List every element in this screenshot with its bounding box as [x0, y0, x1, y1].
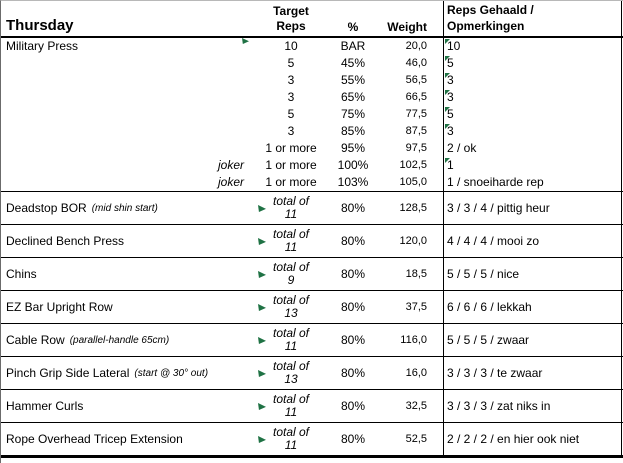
exercise-name-cell[interactable]	[1, 324, 249, 356]
percent-cell[interactable]: 80%	[340, 432, 366, 446]
weight-cell[interactable]: 97,5	[405, 142, 427, 154]
reps-achieved-cell[interactable]: 3	[447, 124, 454, 138]
reps-achieved-cell[interactable]: 5	[447, 56, 454, 70]
exercise-row	[1, 323, 623, 356]
weight-cell[interactable]: 87,5	[405, 125, 427, 137]
set-row	[1, 106, 623, 123]
percent-cell[interactable]: 80%	[340, 267, 366, 281]
cell-flag-icon	[445, 73, 450, 78]
percent-cell[interactable]: 95%	[340, 141, 366, 155]
weight-cell[interactable]: 116,0	[400, 334, 427, 346]
exercise-name: Declined Bench Press	[6, 234, 125, 248]
reps-achieved-cell[interactable]: 3 / 3 / 3 / zat niks in	[447, 399, 551, 413]
percent-cell[interactable]: 85%	[340, 124, 366, 138]
target-reps-cell[interactable]: total of 11	[249, 390, 333, 422]
percent-cell[interactable]: 65%	[340, 90, 366, 104]
exercise-name-cell[interactable]	[1, 258, 249, 290]
reps-achieved-cell[interactable]: 1	[447, 158, 454, 172]
exercise-name-cell[interactable]	[1, 423, 249, 455]
target-reps-cell[interactable]: total of 13	[249, 357, 333, 389]
reps-achieved-cell[interactable]: 5	[447, 107, 454, 121]
reps-achieved-cell[interactable]: 5 / 5 / 5 / zwaar	[447, 333, 530, 347]
percent-cell[interactable]: 103%	[337, 175, 369, 189]
exercise-name-cell[interactable]	[1, 390, 249, 422]
exercise-name: Deadstop BOR	[6, 201, 87, 215]
percent-cell[interactable]: 80%	[340, 201, 366, 215]
cell-flag-icon	[445, 56, 450, 61]
percent-cell[interactable]: 80%	[340, 300, 366, 314]
joker-label: joker	[217, 175, 244, 189]
target-reps-cell[interactable]: 1 or more	[265, 141, 317, 155]
weight-cell[interactable]: 32,5	[405, 400, 427, 412]
exercise-row	[1, 422, 623, 455]
reps-achieved-cell[interactable]: 6 / 6 / 6 / lekkah	[447, 300, 532, 314]
percent-cell[interactable]: BAR	[340, 39, 366, 53]
percent-cell[interactable]: 100%	[337, 158, 369, 172]
set-row	[1, 157, 623, 174]
set-row	[1, 55, 623, 72]
target-reps-cell[interactable]: total of 11	[249, 225, 333, 257]
target-reps-cell[interactable]: 1 or more	[265, 175, 317, 189]
cell-flag-icon	[445, 158, 450, 163]
set-row	[1, 89, 623, 106]
reps-achieved-cell[interactable]: 2 / ok	[447, 141, 477, 155]
exercise-row	[1, 290, 623, 323]
exercise-name: Military Press	[6, 39, 79, 53]
percent-cell[interactable]: 80%	[340, 366, 366, 380]
reps-achieved-cell[interactable]: 1 / snoeiharde rep	[447, 175, 544, 189]
col-header-reps-gehaald: Reps Gehaald / Opmerkingen	[447, 3, 534, 33]
exercise-note: (parallel-handle 65cm)	[69, 334, 170, 346]
target-reps-cell[interactable]: 3	[287, 90, 295, 104]
exercise-name-cell[interactable]	[1, 291, 249, 323]
header-row	[1, 1, 623, 38]
exercise-name-cell[interactable]	[1, 38, 249, 55]
comments-column-divider	[443, 1, 444, 458]
exercise-name: Chins	[6, 267, 37, 281]
exercise-row	[1, 224, 623, 257]
table-bottom-border	[1, 455, 623, 458]
target-reps-cell[interactable]: total of 11	[249, 324, 333, 356]
exercise-row	[1, 257, 623, 290]
exercise-name: EZ Bar Upright Row	[6, 300, 113, 314]
reps-achieved-cell[interactable]: 3 / 3 / 3 / te zwaar	[447, 366, 543, 380]
exercise-row	[1, 191, 623, 224]
exercise-row	[1, 389, 623, 422]
set-row	[1, 140, 623, 157]
exercise-name: Rope Overhead Tricep Extension	[6, 432, 183, 446]
set-row	[1, 38, 623, 55]
exercise-name: Pinch Grip Side Lateral	[6, 366, 130, 380]
joker-label: joker	[217, 158, 244, 172]
reps-achieved-cell[interactable]: 2 / 2 / 2 / en hier ook niet	[447, 432, 580, 446]
weight-cell[interactable]: 37,5	[405, 301, 427, 313]
target-reps-cell[interactable]: 10	[249, 38, 333, 55]
weight-cell[interactable]: 52,5	[405, 433, 427, 445]
exercise-name-cell[interactable]	[1, 357, 249, 389]
target-reps-cell[interactable]: total of 9	[249, 258, 333, 290]
weight-cell[interactable]: 77,5	[405, 108, 427, 120]
target-reps-cell[interactable]: 3	[287, 73, 295, 87]
exercise-name-cell[interactable]	[1, 225, 249, 257]
reps-achieved-cell[interactable]: 4 / 4 / 4 / mooi zo	[447, 234, 540, 248]
reps-achieved-cell[interactable]: 5 / 5 / 5 / nice	[447, 267, 520, 281]
cell-flag-icon	[445, 39, 450, 44]
weight-cell[interactable]: 120,0	[399, 235, 427, 247]
table-right-border	[621, 1, 622, 458]
weight-cell[interactable]: 46,0	[405, 57, 427, 69]
weight-cell[interactable]: 56,5	[405, 74, 427, 86]
target-reps-cell[interactable]: total of 11	[249, 192, 333, 224]
weight-cell[interactable]: 105,0	[399, 176, 427, 188]
weight-cell[interactable]: 18,5	[405, 268, 427, 280]
reps-achieved-cell[interactable]: 3	[447, 73, 454, 87]
percent-cell[interactable]: 45%	[340, 56, 366, 70]
target-reps-cell[interactable]: 3	[287, 124, 295, 138]
exercise-name-cell[interactable]	[1, 192, 249, 224]
percent-cell[interactable]: 75%	[340, 107, 366, 121]
percent-cell[interactable]: 55%	[340, 73, 366, 87]
reps-achieved-cell[interactable]: 10	[447, 39, 461, 53]
col-header-weight: Weight	[387, 20, 427, 34]
set-row	[1, 123, 623, 140]
target-reps-cell[interactable]: total of 11	[249, 423, 333, 455]
reps-achieved-cell[interactable]: 3	[447, 90, 454, 104]
target-reps-cell[interactable]: total of 13	[249, 291, 333, 323]
weight-cell[interactable]: 128,5	[399, 202, 427, 214]
exercise-note: (mid shin start)	[91, 202, 158, 214]
cell-flag-icon	[445, 90, 450, 95]
percent-cell[interactable]: 80%	[340, 399, 366, 413]
weight-cell[interactable]: 16,0	[405, 367, 427, 379]
cell-flag-icon	[445, 124, 450, 129]
target-reps-cell[interactable]: 1 or more	[265, 158, 317, 172]
exercise-note: (start @ 30° out)	[134, 367, 209, 379]
military-press-block	[1, 38, 623, 191]
target-reps-cell[interactable]: 5	[287, 56, 295, 70]
target-reps-cell[interactable]: 5	[287, 107, 295, 121]
exercise-name: Hammer Curls	[6, 399, 84, 413]
weight-cell[interactable]: 102,5	[399, 159, 427, 171]
set-row	[1, 72, 623, 89]
col-header-target-reps: Target Reps	[273, 4, 309, 33]
day-title: Thursday	[6, 17, 74, 34]
reps-achieved-cell[interactable]: 3 / 3 / 4 / pittig heur	[447, 201, 550, 215]
exercise-name: Cable Row	[6, 333, 65, 347]
weight-cell[interactable]: 66,5	[405, 91, 427, 103]
percent-cell[interactable]: 80%	[340, 234, 366, 248]
col-header-percent: %	[347, 20, 359, 34]
exercise-row	[1, 356, 623, 389]
cell-flag-icon	[445, 107, 450, 112]
set-row	[1, 174, 623, 191]
percent-cell[interactable]: 80%	[340, 333, 366, 347]
weight-cell[interactable]: 20,0	[405, 40, 427, 52]
